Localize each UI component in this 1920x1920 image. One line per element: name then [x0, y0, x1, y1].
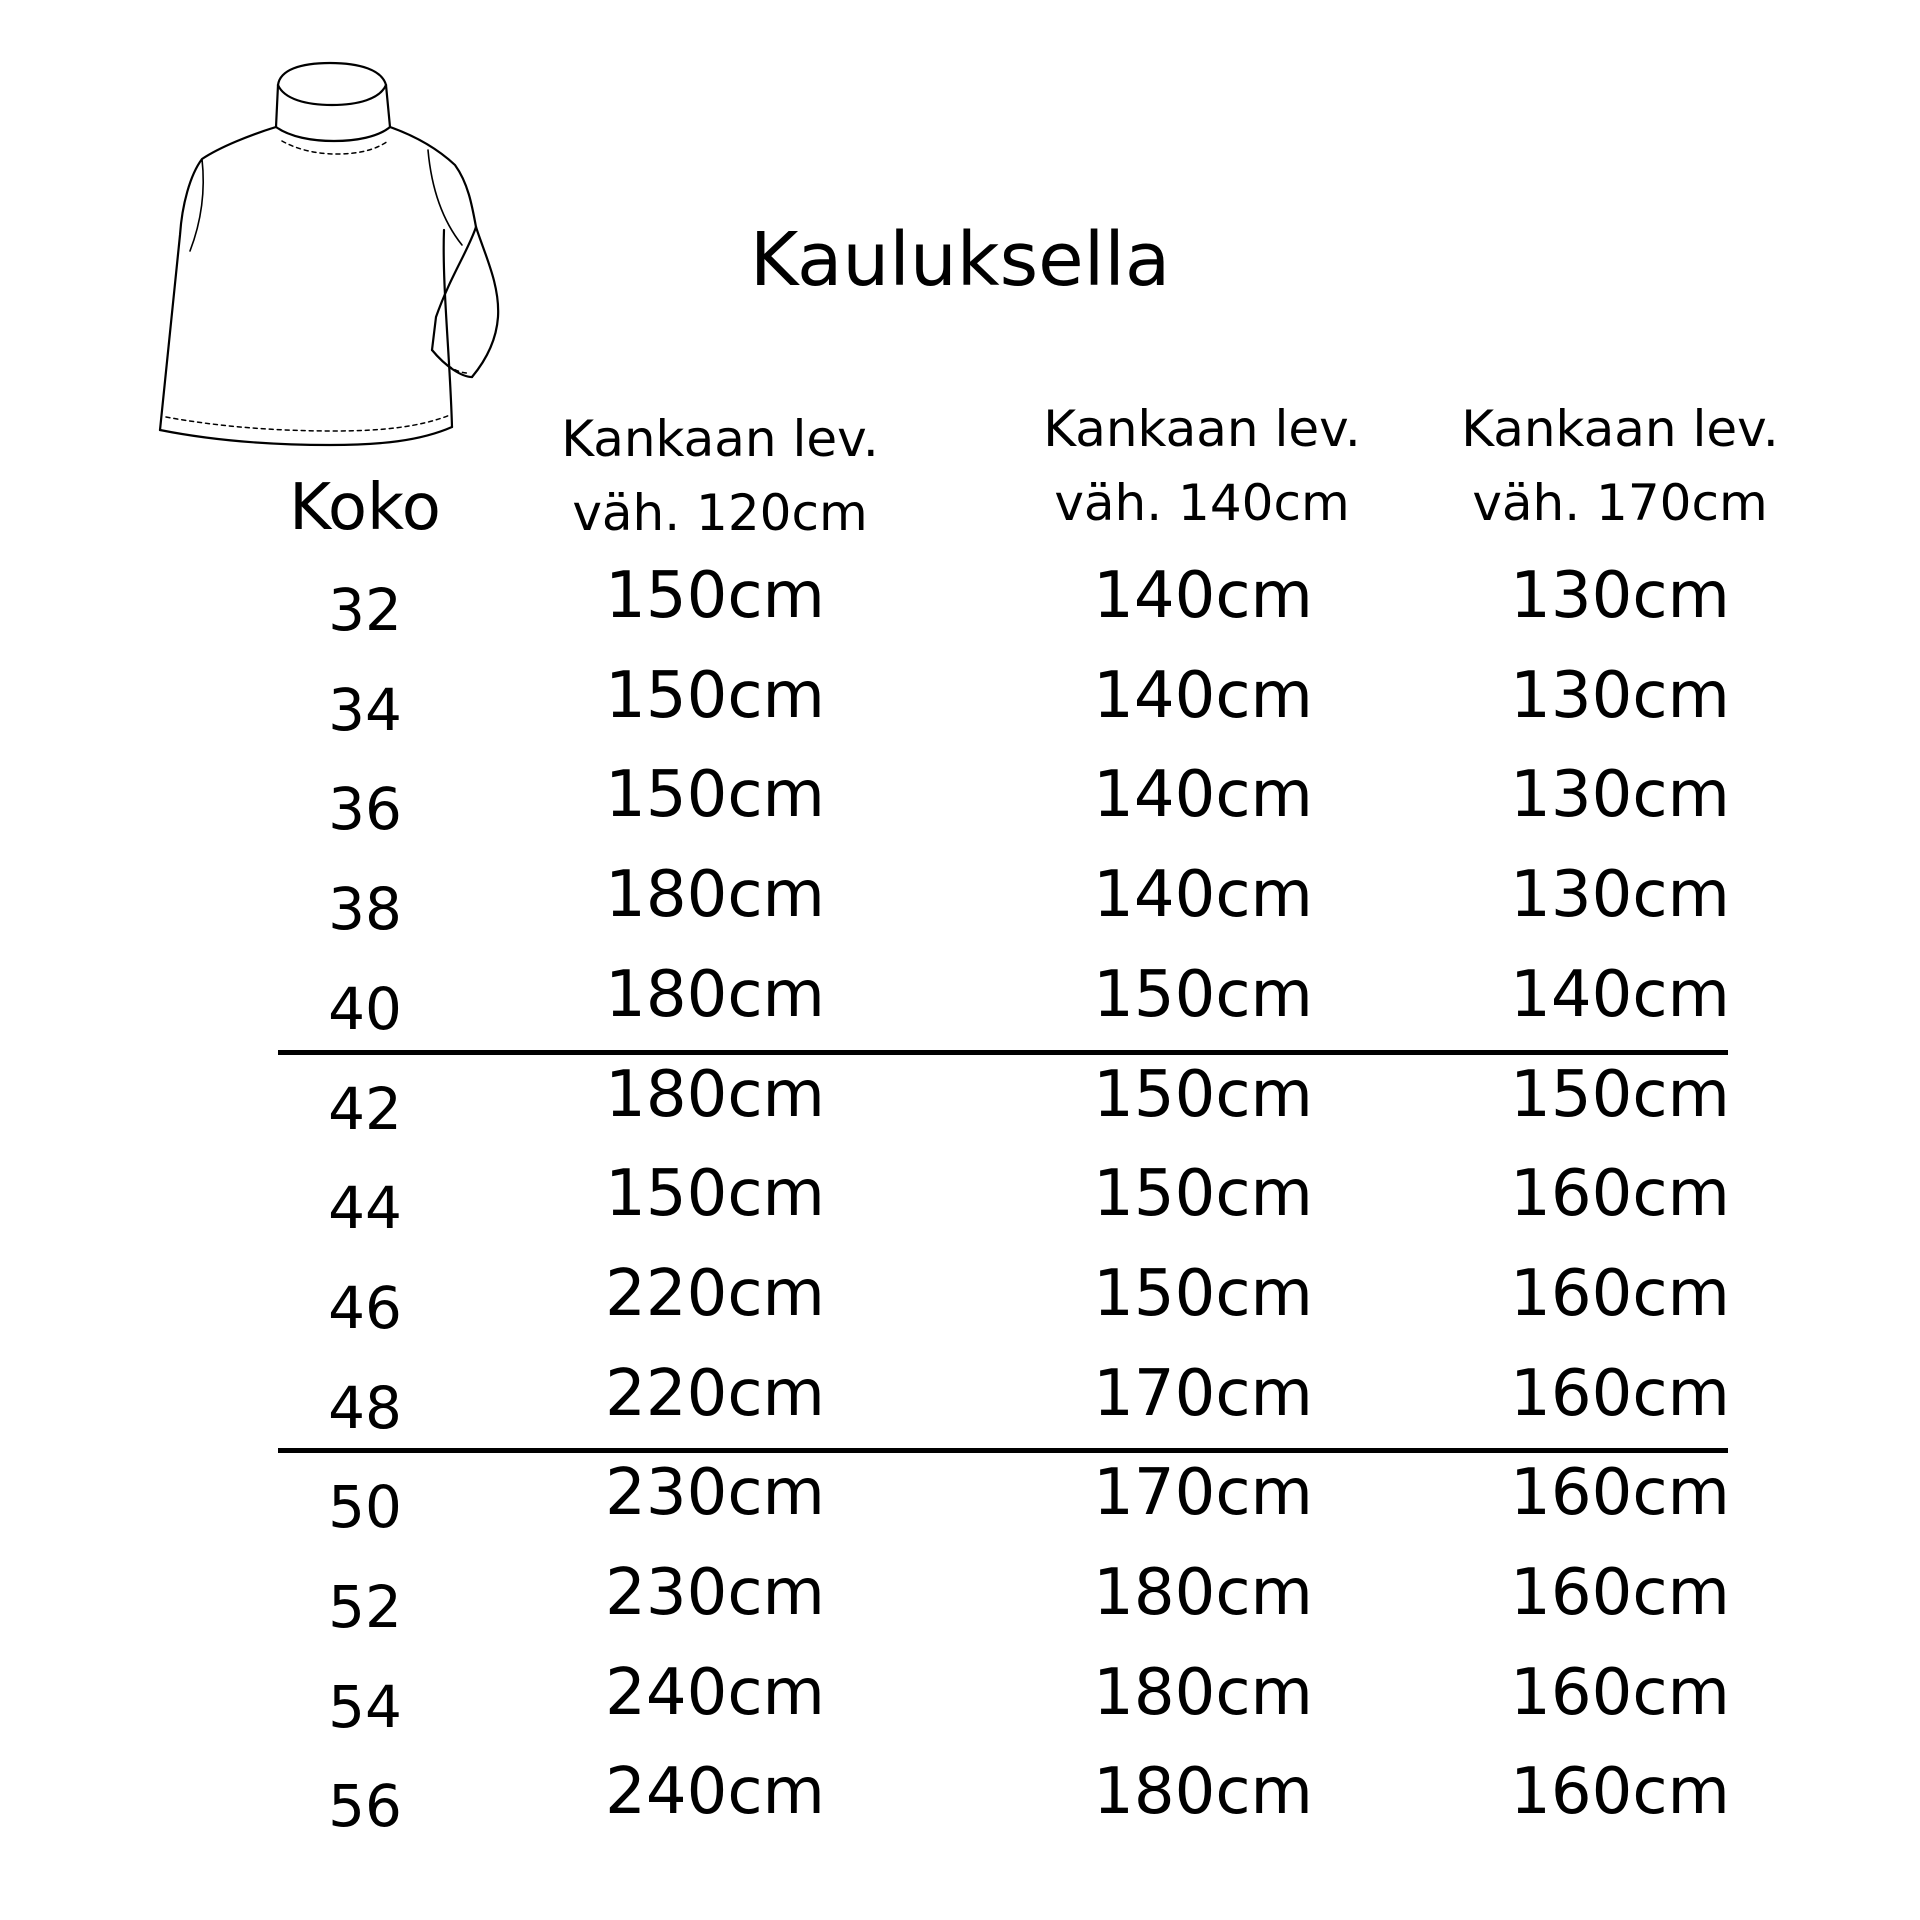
fabric-length-cell: 220cm [605, 1356, 825, 1431]
size-cell-34: 34 [328, 675, 402, 744]
page-title: Kauluksella [749, 217, 1171, 303]
size-cell-42: 42 [328, 1074, 402, 1143]
fabric-length-cell: 140cm [1093, 559, 1313, 633]
column-header-140cm [992, 392, 1412, 540]
fabric-length-cell: 180cm [1093, 1755, 1313, 1830]
column-header-170cm [1410, 392, 1830, 540]
fabric-length-cell: 150cm [1093, 957, 1313, 1032]
size-cell-32: 32 [328, 576, 402, 644]
column-header-line1: Kankaan lev. [561, 410, 879, 468]
fabric-length-cell: 180cm [605, 858, 825, 933]
size-group-divider [278, 1050, 1728, 1055]
column-header-120cm [510, 402, 930, 550]
column-header-line1: Kankaan lev. [1043, 400, 1361, 458]
fabric-length-cell: 160cm [1510, 1157, 1730, 1232]
fabric-length-cell: 220cm [605, 1256, 825, 1331]
column-header-line2: väh. 140cm [1054, 474, 1350, 532]
fabric-length-cell: 180cm [1093, 1556, 1313, 1630]
fabric-length-cell: 150cm [605, 658, 825, 733]
column-header-line2: väh. 170cm [1472, 474, 1768, 532]
size-group-divider [278, 1448, 1728, 1453]
size-cell-54: 54 [328, 1672, 402, 1741]
fabric-length-cell: 170cm [1093, 1456, 1313, 1531]
fabric-length-cell: 180cm [1093, 1655, 1313, 1730]
fabric-length-cell: 150cm [605, 758, 825, 833]
fabric-length-cell: 150cm [1093, 1157, 1313, 1232]
size-column-header: Koko [289, 471, 441, 545]
fabric-length-cell: 160cm [1510, 1356, 1730, 1431]
size-cell-40: 40 [328, 974, 402, 1043]
fabric-length-cell: 240cm [605, 1755, 825, 1830]
column-header-line1: Kankaan lev. [1461, 400, 1779, 458]
fabric-length-cell: 130cm [1510, 758, 1730, 833]
fabric-length-cell: 230cm [605, 1456, 825, 1531]
size-cell-44: 44 [328, 1174, 402, 1243]
fabric-length-cell: 230cm [605, 1556, 825, 1630]
size-cell-48: 48 [328, 1373, 402, 1442]
fabric-length-cell: 150cm [605, 559, 825, 633]
fabric-length-cell: 150cm [605, 1157, 825, 1232]
fabric-length-cell: 160cm [1510, 1556, 1730, 1630]
fabric-length-cell: 160cm [1510, 1655, 1730, 1730]
fabric-length-cell: 160cm [1510, 1755, 1730, 1830]
size-cell-52: 52 [328, 1573, 402, 1641]
fabric-length-cell: 140cm [1510, 957, 1730, 1032]
size-cell-38: 38 [328, 875, 402, 944]
fabric-length-cell: 140cm [1093, 758, 1313, 833]
fabric-length-cell: 130cm [1510, 559, 1730, 633]
fabric-length-cell: 140cm [1093, 858, 1313, 933]
size-cell-50: 50 [328, 1473, 402, 1542]
size-cell-56: 56 [328, 1772, 402, 1841]
fabric-length-cell: 170cm [1093, 1356, 1313, 1431]
fabric-length-cell: 150cm [1093, 1057, 1313, 1132]
fabric-length-cell: 130cm [1510, 858, 1730, 933]
fabric-length-cell: 150cm [1093, 1256, 1313, 1331]
size-cell-46: 46 [328, 1273, 402, 1342]
fabric-length-cell: 130cm [1510, 658, 1730, 733]
fabric-length-cell: 180cm [605, 957, 825, 1032]
size-cell-36: 36 [328, 775, 402, 844]
fabric-length-cell: 180cm [605, 1057, 825, 1132]
fabric-length-cell: 160cm [1510, 1456, 1730, 1531]
fabric-length-cell: 240cm [605, 1655, 825, 1730]
column-header-line2: väh. 120cm [572, 484, 868, 542]
fabric-length-cell: 140cm [1093, 658, 1313, 733]
turtleneck-sweater-illustration [150, 55, 500, 450]
fabric-length-cell: 150cm [1510, 1057, 1730, 1132]
fabric-length-cell: 160cm [1510, 1256, 1730, 1331]
